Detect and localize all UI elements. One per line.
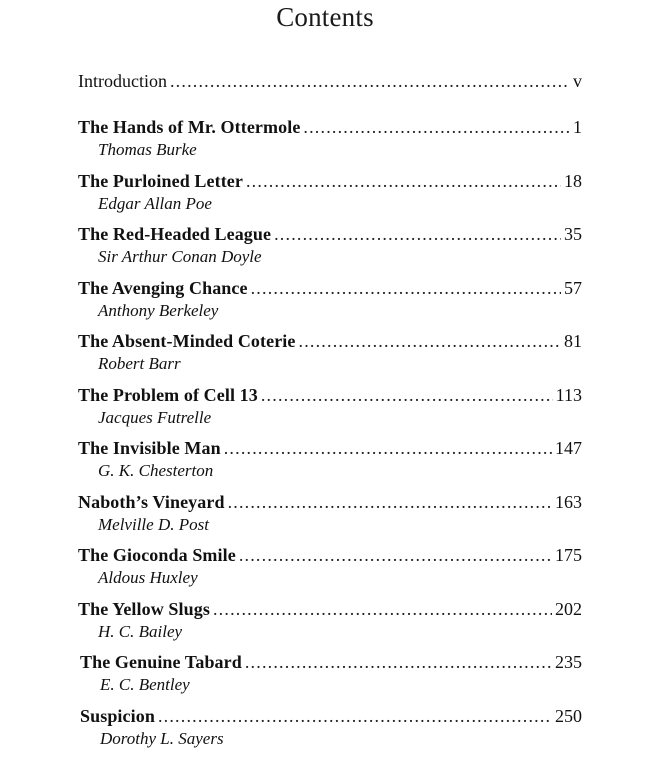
page-number: 163: [555, 491, 582, 512]
dot-leader: [299, 329, 562, 353]
page-title: Contents: [276, 2, 374, 32]
toc-title-row: [78, 276, 582, 300]
toc-introduction-row: [78, 68, 582, 94]
story-title: The Hands of Mr. Ottermole: [78, 117, 301, 137]
dot-leader: [246, 169, 561, 193]
toc-entry: [78, 276, 582, 330]
toc-entry: [78, 222, 582, 276]
story-title: The Gioconda Smile: [78, 545, 236, 565]
toc-title-row: [78, 490, 582, 514]
page-number: 250: [555, 705, 582, 726]
story-author: Robert Barr: [98, 354, 181, 373]
toc-entry: [78, 543, 582, 597]
toc-title-row: [78, 597, 582, 621]
story-author: Aldous Huxley: [98, 568, 198, 587]
story-title: The Invisible Man: [78, 438, 221, 458]
toc-entry: [78, 704, 582, 758]
page-number: 175: [555, 545, 582, 565]
page-number: 113: [555, 384, 582, 405]
page-number: 18: [564, 170, 582, 191]
page-number: 81: [564, 331, 582, 351]
dot-leader: [303, 115, 569, 139]
toc-title-row: [78, 329, 582, 353]
toc-title-row: [80, 704, 582, 728]
toc-title-row: [78, 383, 582, 407]
story-title: The Avenging Chance: [78, 277, 248, 298]
toc-entry: [78, 383, 582, 437]
story-title: The Absent-Minded Coterie: [78, 331, 296, 351]
toc-title-row: [78, 543, 582, 567]
toc-title-row: [80, 650, 582, 674]
toc-title-row: [78, 222, 582, 246]
introduction-label: Introduction: [78, 71, 167, 91]
page-number: 147: [555, 438, 582, 458]
dot-leader: [245, 650, 552, 674]
story-author: E. C. Bentley: [100, 675, 190, 694]
dot-leader: [274, 222, 561, 246]
toc-list: [78, 115, 582, 757]
page-number: 202: [555, 598, 582, 619]
story-author: Sir Arthur Conan Doyle: [98, 247, 262, 266]
story-title: The Genuine Tabard: [80, 652, 242, 672]
toc-entry: [78, 169, 582, 223]
story-title: The Yellow Slugs: [78, 598, 210, 619]
toc-entry: [78, 115, 582, 169]
story-author: Jacques Futrelle: [98, 407, 212, 427]
story-author: G. K. Chesterton: [98, 461, 214, 480]
story-author: Anthony Berkeley: [98, 300, 219, 320]
dot-leader: [251, 276, 561, 300]
story-title: The Purloined Letter: [78, 170, 243, 191]
toc-title-row: [78, 115, 582, 139]
dot-leader: [228, 490, 552, 514]
story-author: Thomas Burke: [98, 140, 197, 159]
toc-title-row: [78, 169, 582, 193]
introduction-page-number: v: [573, 71, 582, 91]
story-author: Dorothy L. Sayers: [100, 728, 224, 748]
toc-title-row: [78, 436, 582, 460]
page-number: 1: [573, 117, 582, 137]
story-author: H. C. Bailey: [98, 621, 183, 641]
dot-leader: [170, 68, 569, 94]
page-number: 235: [555, 652, 582, 672]
page-number: 35: [564, 224, 582, 244]
page-number: 57: [564, 277, 582, 298]
story-title: Naboth’s Vineyard: [78, 491, 225, 512]
dot-leader: [261, 383, 553, 407]
dot-leader: [239, 543, 552, 567]
toc-entry: [78, 490, 582, 544]
story-author: Melville D. Post: [98, 514, 209, 534]
story-title: Suspicion: [80, 705, 155, 726]
toc-entry: [78, 650, 582, 704]
toc-entry: [78, 597, 582, 651]
story-title: The Red-Headed League: [78, 224, 272, 244]
story-author: Edgar Allan Poe: [98, 193, 212, 213]
dot-leader: [224, 436, 552, 460]
dot-leader: [213, 597, 552, 621]
dot-leader: [158, 704, 552, 728]
story-title: The Problem of Cell 13: [78, 384, 258, 405]
toc-entry: [78, 329, 582, 383]
toc-entry: [78, 436, 582, 490]
